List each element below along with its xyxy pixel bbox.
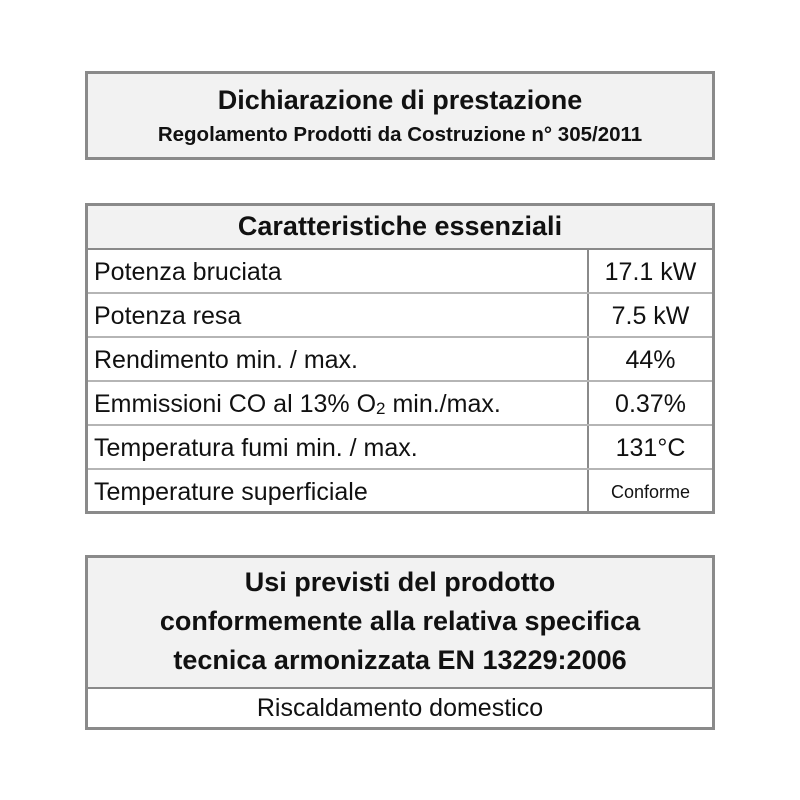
row-label: [94, 382, 501, 426]
row-label: Temperature superficiale: [94, 478, 368, 506]
row-label: Temperatura fumi min. / max.: [94, 434, 418, 462]
characteristics-heading: Caratteristiche essenziali: [88, 206, 712, 250]
row-label: Potenza resa: [94, 302, 242, 330]
row-label-pre: Emmissioni CO al 13% O: [94, 390, 377, 418]
declaration-header: [85, 71, 715, 160]
row-value: 7.5 kW: [611, 302, 690, 330]
row-label-subscript: 2: [376, 399, 386, 418]
regulation-subtitle: Regolamento Prodotti da Costruzione n° 305/2011: [157, 123, 643, 146]
intended-use-box: [85, 555, 715, 730]
row-label-post: min./max.: [385, 390, 501, 418]
characteristics-table: [85, 203, 715, 514]
declaration-title: Dichiarazione di prestazione: [217, 85, 583, 115]
row-value: 131°C: [615, 434, 686, 462]
table-row: [88, 250, 712, 294]
intended-use-value: Riscaldamento domestico: [256, 694, 544, 722]
row-value: 0.37%: [615, 390, 686, 418]
row-label: Rendimento min. / max.: [94, 346, 358, 374]
table-row: [88, 426, 712, 470]
heading-line: conformemente alla relativa specifica: [159, 606, 641, 636]
heading-line: tecnica armonizzata EN 13229:2006: [173, 645, 627, 675]
intended-use-heading: [88, 558, 712, 689]
row-value: 17.1 kW: [604, 258, 697, 286]
row-label: Potenza bruciata: [94, 258, 282, 286]
table-row: [88, 382, 712, 426]
row-value: 44%: [625, 346, 676, 374]
table-row: [88, 294, 712, 338]
heading-line: Usi previsti del prodotto: [244, 567, 556, 597]
table-row: [88, 470, 712, 514]
table-row: [88, 338, 712, 382]
row-value: Conforme: [610, 482, 691, 502]
